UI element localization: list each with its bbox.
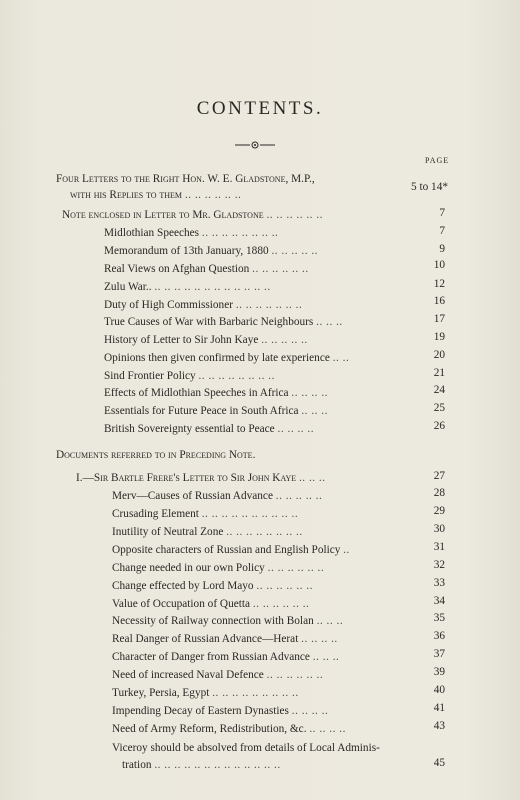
toc-item-label: Sind Frontier Policy [104,370,196,382]
toc-page-number: 39 [433,666,445,678]
toc-item-label: Memorandum of 13th January, 1880 [104,245,269,257]
toc-page-number: 26 [433,420,445,432]
toc-item-label: Essentials for Future Peace in South Africa [104,405,299,417]
toc-item-label: Character of Danger from Russian Advance [112,651,310,663]
leader-dots: .. .. .. .. .. .. .. .. [198,370,275,382]
toc-item-label: Need of Army Reform, Redistribution, &c. [112,723,307,735]
toc-item-label: Value of Occupation of Quetta [112,598,251,610]
toc-item-last-line2 [122,758,281,772]
toc-page-number: 41 [433,702,445,714]
toc-page-number: 33 [433,577,445,589]
toc-item-label: True Causes of War with Barbaric Neighbours [104,316,314,328]
toc-item [104,262,309,276]
leader-dots: .. .. .. .. .. .. [252,598,310,610]
toc-item [112,686,299,700]
toc-item [104,422,314,436]
toc-page-number: 19 [433,331,445,343]
toc-item-label: Opinions then given confirmed by late experience [104,352,330,364]
leader-dots: .. .. .. .. .. .. [266,669,324,681]
toc-item [112,632,338,646]
toc-page-number: 32 [433,559,445,571]
toc-item-label: Change needed in our own Policy [112,562,265,574]
leader-dots: .. .. .. .. .. .. [256,580,313,592]
toc-item [112,650,339,664]
leader-dots: .. .. .. [316,316,343,328]
toc-item [112,525,303,539]
toc-item [104,386,328,400]
toc-item-label: Zulu War.. [104,281,152,293]
toc-page-number: 30 [433,523,445,535]
toc-item-label: tration [122,759,152,771]
toc-page-number: 29 [433,505,445,517]
toc-item [112,561,324,575]
toc-item [104,244,318,258]
toc-entry-letters-line1: Four Letters to the Right Hon. W. E. Gladstone, M.P., [56,173,315,185]
toc-item-label: Necessity of Railway connection with Bolan [112,615,314,627]
leader-dots: .. .. .. [301,405,328,417]
toc-item-label: History of Letter to Sir John Kaye [104,334,259,346]
toc-page-number: 34 [433,595,445,607]
toc-page-number: 5 to 14* [410,181,448,193]
toc-item-label: Change effected by Lord Mayo [112,580,254,592]
toc-item [112,579,313,593]
toc-entry-label: with his Replies to them [70,189,183,201]
toc-item [104,351,349,365]
toc-entry-note [62,208,323,222]
toc-entry-section-one [76,471,326,485]
toc-item-label: Impending Decay of Eastern Dynasties [112,705,289,717]
toc-page-number: 20 [433,349,445,361]
toc-item-label: Crusading Element [112,508,199,520]
toc-item-label: Opposite characters of Russian and English Policy [112,544,341,556]
toc-page-number: 45 [433,757,445,769]
page-title: CONTENTS. [196,98,324,119]
leader-dots: .. .. .. .. [309,723,346,735]
toc-item-label: Merv—Causes of Russian Advance [112,490,273,502]
toc-item-last-line1: Viceroy should be absolved from details of Local Adminis- [112,742,380,754]
leader-dots: .. .. .. .. .. .. .. .. .. .. .. .. [154,281,271,293]
toc-entry-label: Note enclosed in Letter to Mr. Gladstone [62,209,264,221]
toc-page-number: 36 [433,630,445,642]
toc-page-number: 40 [433,684,445,696]
leader-dots: .. .. .. .. .. .. .. [235,299,303,311]
toc-page-number: 17 [433,313,445,325]
toc-page-number: 37 [433,648,445,660]
toc-entry-label: I.—Sir Bartle Frere's Letter to Sir John Kaye [76,472,297,484]
leader-dots: .. .. .. .. .. .. .. .. .. [212,687,299,699]
toc-item [104,298,302,312]
leader-dots: .. .. .. [316,615,344,627]
toc-item-label: British Sovereignty essential to Peace [104,423,275,435]
page-column-label: PAGE [425,156,450,165]
leader-dots: .. .. .. .. [291,705,329,717]
leader-dots: .. .. .. [298,472,326,484]
leader-dots: .. .. .. .. .. .. [252,263,309,275]
toc-item-label: Effects of Midlothian Speeches in Africa [104,387,289,399]
leader-dots: .. [343,544,350,556]
toc-item [112,597,309,611]
toc-page-number: 35 [433,612,445,624]
toc-item [104,226,278,240]
leader-dots: .. .. .. .. .. [271,245,318,257]
leader-dots: .. .. .. .. .. .. .. .. [226,526,303,538]
toc-item-label: Duty of High Commissioner [104,299,233,311]
toc-item [112,507,298,521]
toc-item [104,369,275,383]
toc-page-number: 7 [439,225,445,237]
leader-dots: .. .. .. .. [291,387,328,399]
toc-item [112,668,323,682]
toc-page-number: 9 [439,243,445,255]
leader-dots: .. .. .. .. [277,423,315,435]
toc-item-label: Midlothian Speeches [104,227,200,239]
ornament-divider-icon [233,140,277,150]
leader-dots: .. .. .. .. .. .. .. .. .. .. [201,508,299,520]
toc-page-number: 12 [433,278,445,290]
toc-item [112,704,328,718]
toc-page-number: 25 [433,402,445,414]
toc-entry-letters-line2 [70,188,241,202]
leader-dots: .. .. .. .. .. .. [184,189,242,201]
toc-item-label: Turkey, Persia, Egypt [112,687,210,699]
toc-item [112,489,322,503]
leader-dots: .. .. .. .. [301,633,338,645]
toc-item [104,404,328,418]
leader-dots: .. .. .. .. .. .. .. .. [201,227,279,239]
toc-item [104,315,343,329]
toc-item [104,333,308,347]
toc-page-number: 31 [433,541,445,553]
toc-page-number: 43 [433,720,445,732]
leader-dots: .. .. .. [312,651,340,663]
section-heading-documents: Documents referred to in Preceding Note. [56,449,256,461]
toc-page-number: 16 [433,295,445,307]
toc-item-label: Real Danger of Russian Advance—Herat [112,633,299,645]
leader-dots: .. .. .. .. .. .. .. .. .. .. .. .. .. [154,759,281,771]
toc-item [112,722,346,736]
toc-page-number: 21 [433,367,445,379]
toc-item [112,543,350,557]
leader-dots: .. .. .. .. .. .. [267,562,325,574]
toc-item-label: Real Views on Afghan Question [104,263,250,275]
toc-page-number: 10 [433,259,445,271]
toc-page-number: 7 [439,207,445,219]
toc-item [112,614,343,628]
toc-page-number: 24 [433,384,445,396]
toc-item [104,280,271,294]
toc-page-number: 27 [433,470,445,482]
toc-item-label: Need of increased Naval Defence [112,669,264,681]
leader-dots: .. .. .. .. .. .. [266,209,323,221]
leader-dots: .. .. .. .. .. [275,490,323,502]
toc-item-label: Inutility of Neutral Zone [112,526,224,538]
toc-page-number: 28 [433,487,445,499]
leader-dots: .. .. [332,352,350,364]
leader-dots: .. .. .. .. .. [261,334,308,346]
